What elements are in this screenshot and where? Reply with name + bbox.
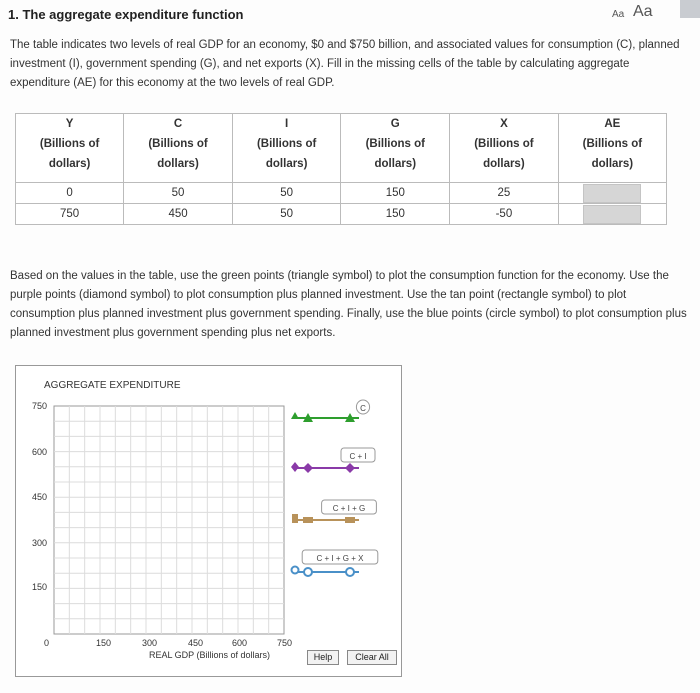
- clear-all-button[interactable]: Clear All: [347, 650, 397, 665]
- y-tick-label: 300: [32, 538, 48, 548]
- ae-input-row1[interactable]: [583, 184, 641, 203]
- cell-y: 0: [16, 183, 124, 204]
- col-header-c: C (Billions of dollars): [124, 114, 233, 183]
- palette-label: C + I: [349, 452, 367, 461]
- graph-tool[interactable]: [15, 365, 402, 677]
- y-tick-label: 600: [32, 447, 48, 457]
- rectangle-point-tool[interactable]: [292, 514, 298, 523]
- rectangle-icon[interactable]: [303, 517, 313, 523]
- circle-icon[interactable]: [346, 568, 354, 576]
- circle-icon[interactable]: [304, 568, 312, 576]
- cell-c: 450: [124, 204, 233, 225]
- x-tick-label: 750: [277, 638, 293, 648]
- cell-x: 25: [450, 183, 559, 204]
- help-button[interactable]: Help: [307, 650, 339, 665]
- cell-y: 750: [16, 204, 124, 225]
- graph-title: AGGREGATE EXPENDITURE: [44, 380, 181, 391]
- y-tick-label: 450: [32, 492, 48, 502]
- cell-i: 50: [232, 183, 341, 204]
- ae-table: [15, 113, 667, 225]
- cell-g: 150: [341, 204, 450, 225]
- question-title: 1. The aggregate expenditure function: [8, 7, 244, 22]
- ae-input-row2[interactable]: [583, 205, 641, 224]
- text-size-large-button[interactable]: Aa: [633, 3, 653, 20]
- x-tick-label: 150: [96, 638, 112, 648]
- col-header-i: I (Billions of dollars): [232, 114, 341, 183]
- diamond-icon[interactable]: [303, 463, 313, 473]
- panel-tab[interactable]: [680, 0, 700, 18]
- plot-area[interactable]: [54, 406, 284, 634]
- table-header-row: [16, 114, 666, 183]
- col-header-y: Y (Billions of dollars): [16, 114, 124, 183]
- table-row: [16, 204, 666, 225]
- palette-label: C: [360, 404, 366, 413]
- cell-c: 50: [124, 183, 233, 204]
- cell-ae-input[interactable]: [558, 183, 666, 204]
- diamond-point-tool[interactable]: [291, 462, 299, 472]
- x-tick-label: 0: [44, 638, 50, 648]
- col-header-g: G (Billions of dollars): [341, 114, 450, 183]
- cell-ae-input[interactable]: [558, 204, 666, 225]
- col-header-x: X (Billions of dollars): [450, 114, 559, 183]
- palette-label: C + I + G: [332, 504, 366, 513]
- intro-text: The table indicates two levels of real GDP for an economy, $0 and $750 billion, and associated values for consumption (C), planned investment (I), government spending (G), and net exports (X). Fill in the missing cells of the table by calculating aggregate expenditure (AE) for this economy at the two levels of real GDP.: [10, 39, 680, 89]
- rectangle-icon[interactable]: [345, 517, 355, 523]
- cell-x: -50: [450, 204, 559, 225]
- triangle-point-tool[interactable]: [291, 412, 299, 419]
- circle-point-tool[interactable]: [292, 567, 299, 574]
- y-tick-label: 150: [32, 582, 48, 592]
- palette-label: C + I + G + X: [316, 554, 364, 563]
- instructions-text: Based on the values in the table, use the green points (triangle symbol) to plot the consumption function for the economy. Use the purple points (diamond symbol) to plot consumption plus planned investment. Use the tan point (rectangle symbol) to plot consumption plus planned investment plus government spending. Finally, use the blue points (circle symbol) to plot consumption plus planned investment plus government spending plus net exports.: [10, 270, 687, 339]
- text-size-small-button[interactable]: Aa: [612, 9, 625, 20]
- diamond-icon[interactable]: [345, 463, 355, 473]
- x-tick-label: 600: [232, 638, 248, 648]
- col-header-ae: AE (Billions of dollars): [582, 118, 643, 170]
- table-row: [16, 183, 666, 204]
- x-tick-label: 450: [188, 638, 204, 648]
- cell-g: 150: [341, 183, 450, 204]
- y-tick-label: 750: [32, 401, 48, 411]
- graph-canvas[interactable]: [16, 366, 401, 676]
- x-tick-label: 300: [142, 638, 158, 648]
- cell-i: 50: [232, 204, 341, 225]
- x-axis-title: REAL GDP (Billions of dollars): [149, 650, 271, 660]
